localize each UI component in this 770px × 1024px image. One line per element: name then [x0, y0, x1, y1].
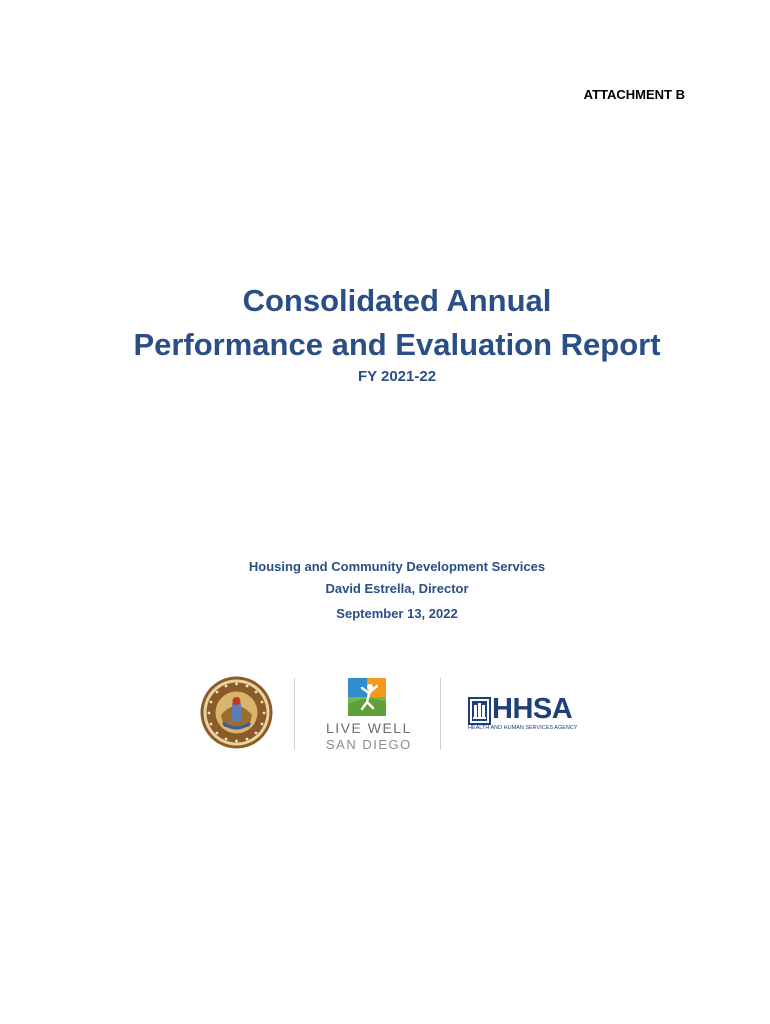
- county-seal-icon: [199, 675, 274, 750]
- hhsa-logo: [468, 693, 593, 737]
- fiscal-year: FY 2021-22: [357, 368, 437, 385]
- report-title-line-1: Consolidated Annual: [242, 283, 552, 318]
- county-building-icon: [468, 697, 491, 725]
- department-name: Housing and Community Development Services: [248, 559, 546, 574]
- director-name: David Estrella, Director: [325, 581, 469, 596]
- report-date: September 13, 2022: [336, 606, 458, 621]
- logo-divider: [440, 678, 441, 750]
- live-well-text: LIVE WELL: [326, 720, 412, 736]
- logo-divider: [294, 678, 295, 750]
- live-well-figure-icon: [348, 678, 386, 716]
- hhsa-title: HHSA: [492, 693, 573, 725]
- attachment-label: ATTACHMENT B: [583, 87, 685, 102]
- live-well-logo: [318, 678, 418, 758]
- report-title-line-2: Performance and Evaluation Report: [133, 327, 661, 362]
- san-diego-text: SAN DIEGO: [326, 737, 412, 752]
- hhsa-subtitle: HEALTH AND HUMAN SERVICES AGENCY: [468, 725, 578, 731]
